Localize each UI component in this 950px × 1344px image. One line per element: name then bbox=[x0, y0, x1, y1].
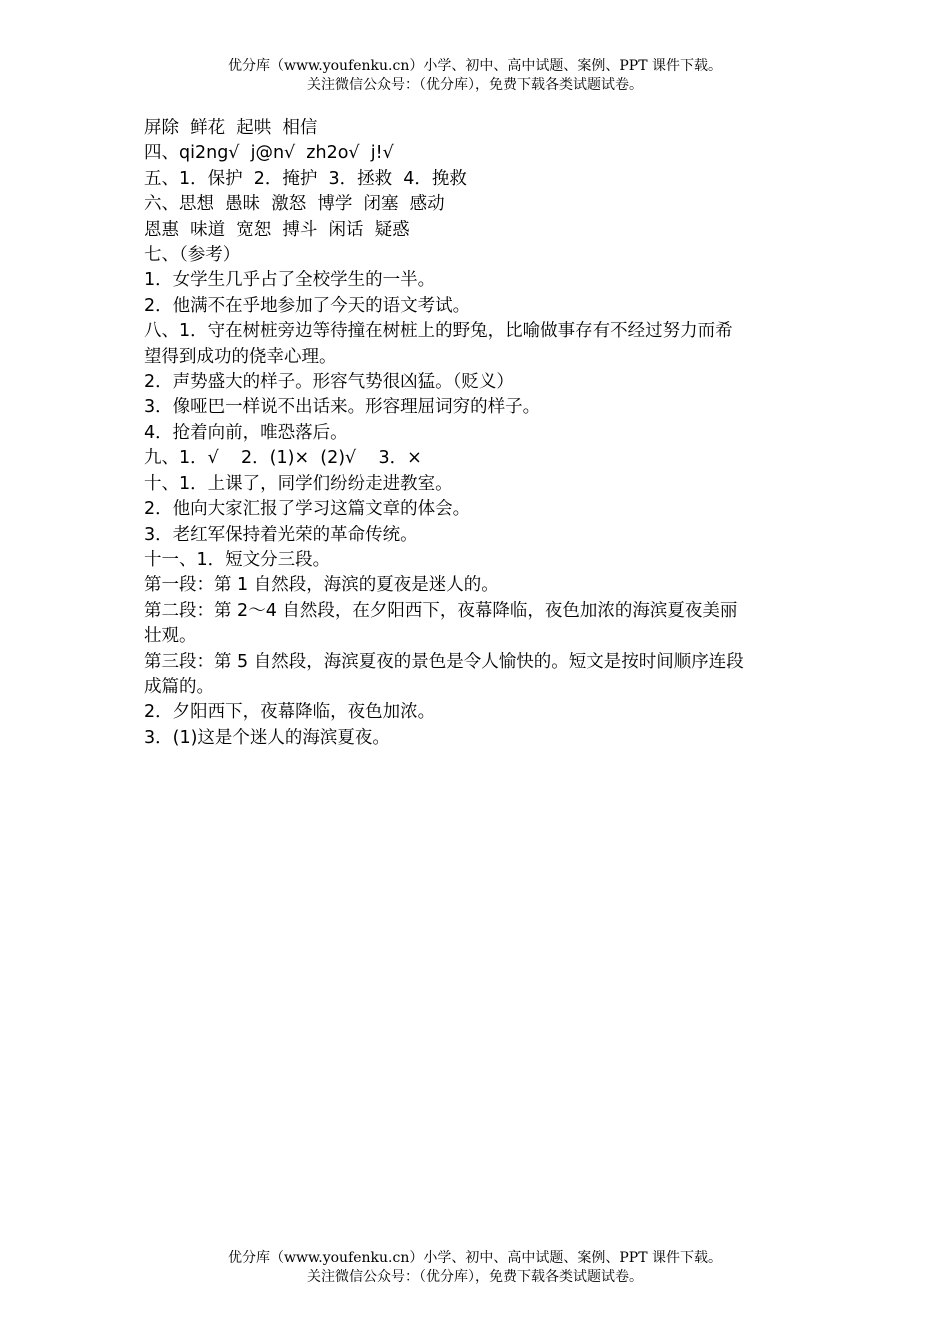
footer-line-1: 优分库（www.youfenku.cn）小学、初中、高中试题、案例、PPT 课件下载。 bbox=[227, 1250, 722, 1266]
answer-line: 2．声势盛大的样子。形容气势很凶猛。（贬义） bbox=[144, 372, 514, 393]
answer-line: 八、1．守在树桩旁边等待撞在树桩上的野兔，比喻做事存有不经过努力而希 bbox=[144, 321, 733, 342]
answer-line: 2．夕阳西下，夜幕降临，夜色加浓。 bbox=[144, 702, 436, 723]
page-footer bbox=[0, 1249, 950, 1287]
answer-line: 第三段：第 5 自然段，海滨夏夜的景色是令人愉快的。短文是按时间顺序连段 bbox=[144, 651, 744, 672]
answer-line: 望得到成功的侥幸心理。 bbox=[144, 346, 337, 367]
answer-line: 3．老红军保持着光荣的革命传统。 bbox=[144, 524, 418, 545]
answer-line: 壮观。 bbox=[144, 626, 197, 647]
document-body bbox=[144, 116, 809, 751]
header-line-1: 优分库（www.youfenku.cn）小学、初中、高中试题、案例、PPT 课件下载。 bbox=[227, 58, 722, 74]
answer-line: 十、1．上课了，同学们纷纷走进教室。 bbox=[144, 473, 453, 494]
answer-line: 2．他向大家汇报了学习这篇文章的体会。 bbox=[144, 499, 471, 520]
footer-line-2: 关注微信公众号：（优分库），免费下载各类试题试卷。 bbox=[307, 1269, 643, 1285]
page-header bbox=[0, 57, 950, 95]
answer-line: 九、1．√ 2．(1)× (2)√ 3．× bbox=[144, 448, 422, 469]
answer-line: 3．(1)这是个迷人的海滨夏夜。 bbox=[144, 727, 390, 748]
answer-line: 六、思想 愚昧 激怒 博学 闭塞 感动 bbox=[144, 194, 445, 215]
answer-line: 屏除 鲜花 起哄 相信 bbox=[144, 118, 318, 138]
answer-line: 成篇的。 bbox=[144, 676, 214, 697]
header-line-2: 关注微信公众号：（优分库），免费下载各类试题试卷。 bbox=[307, 77, 643, 93]
answer-line: 七、（参考） bbox=[144, 245, 241, 266]
answer-line: 1．女学生几乎占了全校学生的一半。 bbox=[144, 270, 436, 291]
answer-line: 五、1．保护 2．掩护 3．拯救 4．挽救 bbox=[144, 168, 467, 189]
answer-line: 3．像哑巴一样说不出话来。形容理屈词穷的样子。 bbox=[144, 397, 541, 418]
answer-line: 第二段：第 2～4 自然段，在夕阳西下，夜幕降临，夜色加浓的海滨夏夜美丽 bbox=[144, 600, 738, 621]
answer-line: 恩惠 味道 宽恕 搏斗 闲话 疑惑 bbox=[144, 219, 410, 240]
answer-line: 四、qi2ng√ j@n√ zh2o√ j!√ bbox=[144, 143, 394, 164]
answer-line: 4．抢着向前，唯恐落后。 bbox=[144, 422, 348, 443]
answer-line: 十一、1．短文分三段。 bbox=[144, 549, 331, 570]
answer-line: 第一段：第 1 自然段，海滨的夏夜是迷人的。 bbox=[144, 575, 499, 596]
answer-line: 2．他满不在乎地参加了今天的语文考试。 bbox=[144, 295, 471, 316]
